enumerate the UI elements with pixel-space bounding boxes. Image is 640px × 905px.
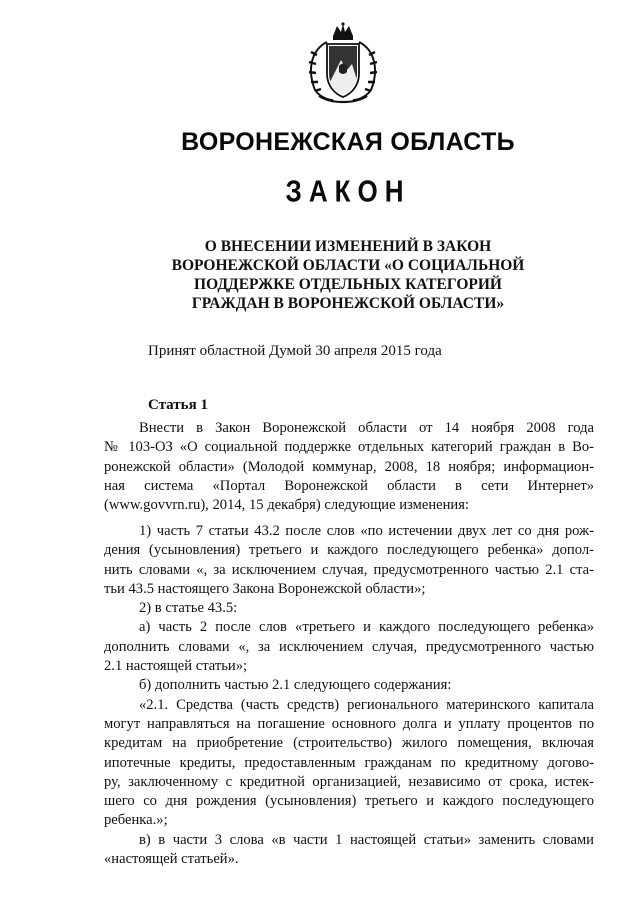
text-line: 2) в статье 43.5: [139, 600, 238, 617]
text-line: а) часть 2 после слов «третьего и каждого последующего ребенка» [139, 619, 594, 636]
text-line: нить словами «, за исключением случая, предусмотренного частью 2.1 ста- [104, 561, 594, 578]
law-title [100, 237, 596, 313]
text-line: б) дополнить частью 2.1 следующего содержания: [139, 677, 452, 694]
text-line: ребенка.»; [104, 812, 168, 829]
article-intro [104, 419, 594, 515]
text-line: 1) часть 7 статьи 43.2 после слов «по истечении двух лет со дня рож- [139, 523, 594, 539]
text-line: дополнить словами «, за исключением случая, предусмотренного частью [104, 638, 594, 655]
law-title-line: ГРАЖДАН В ВОРОНЕЖСКОЙ ОБЛАСТИ» [191, 295, 505, 312]
article-heading: Статья 1 [148, 397, 208, 413]
text-line: кредитам на приобретение (строительство) жилого помещения, включая [104, 735, 594, 752]
article-changes [104, 522, 594, 869]
region-name: ВОРОНЕЖСКАЯ ОБЛАСТЬ [181, 128, 515, 156]
text-line: 2.1 настоящей статьи»; [104, 658, 248, 675]
text-line: ипотечные кредиты, предоставленным гражданам по кредитному догово- [104, 754, 594, 771]
text-line: шего со дня рождения (усыновления) третьего и каждого последующего [104, 793, 594, 810]
document-type: ЗАКОН [285, 173, 411, 209]
text-line: дения (усыновления) третьего и каждого последующего ребенка» допол- [104, 542, 594, 559]
text-line: (www.govvrn.ru), 2014, 15 декабря) следующие изменения: [104, 497, 469, 514]
text-line: могут направляться на погашение основного долга и уплату процентов по [104, 715, 594, 732]
law-title-line: ПОДДЕРЖКЕ ОТДЕЛЬНЫХ КАТЕГОРИЙ [194, 276, 502, 293]
text-line: ная система «Портал Воронежской области в сети Интернет» [104, 477, 594, 494]
text-line: «2.1. Средства (часть средств) регионального материнского капитала [139, 696, 594, 713]
text-line: «настоящей статьей». [104, 851, 239, 868]
text-line: № 103-ОЗ «О социальной поддержке отдельных категорий граждан в Во- [104, 439, 594, 456]
adoption-note: Принят областной Думой 30 апреля 2015 года [148, 343, 442, 359]
text-line: тьи 43.5 настоящего Закона Воронежской области»; [104, 580, 426, 597]
text-line: Внести в Закон Воронежской области от 14 ноября 2008 года [139, 420, 594, 436]
text-line: ронежской области» (Молодой коммунар, 2008, 18 ноября; информацион- [104, 458, 594, 475]
voronezh-coat-of-arms-icon [297, 22, 389, 104]
text-line: в) в части 3 слова «в части 1 настоящей статьи» заменить словами [139, 831, 594, 848]
text-line: ру, заключенному с кредитной организацией, независимо от срока, истек- [104, 773, 594, 790]
law-title-line: О ВНЕСЕНИИ ИЗМЕНЕНИЙ В ЗАКОН [204, 238, 492, 255]
law-title-line: ВОРОНЕЖСКОЙ ОБЛАСТИ «О СОЦИАЛЬНОЙ [171, 257, 525, 274]
